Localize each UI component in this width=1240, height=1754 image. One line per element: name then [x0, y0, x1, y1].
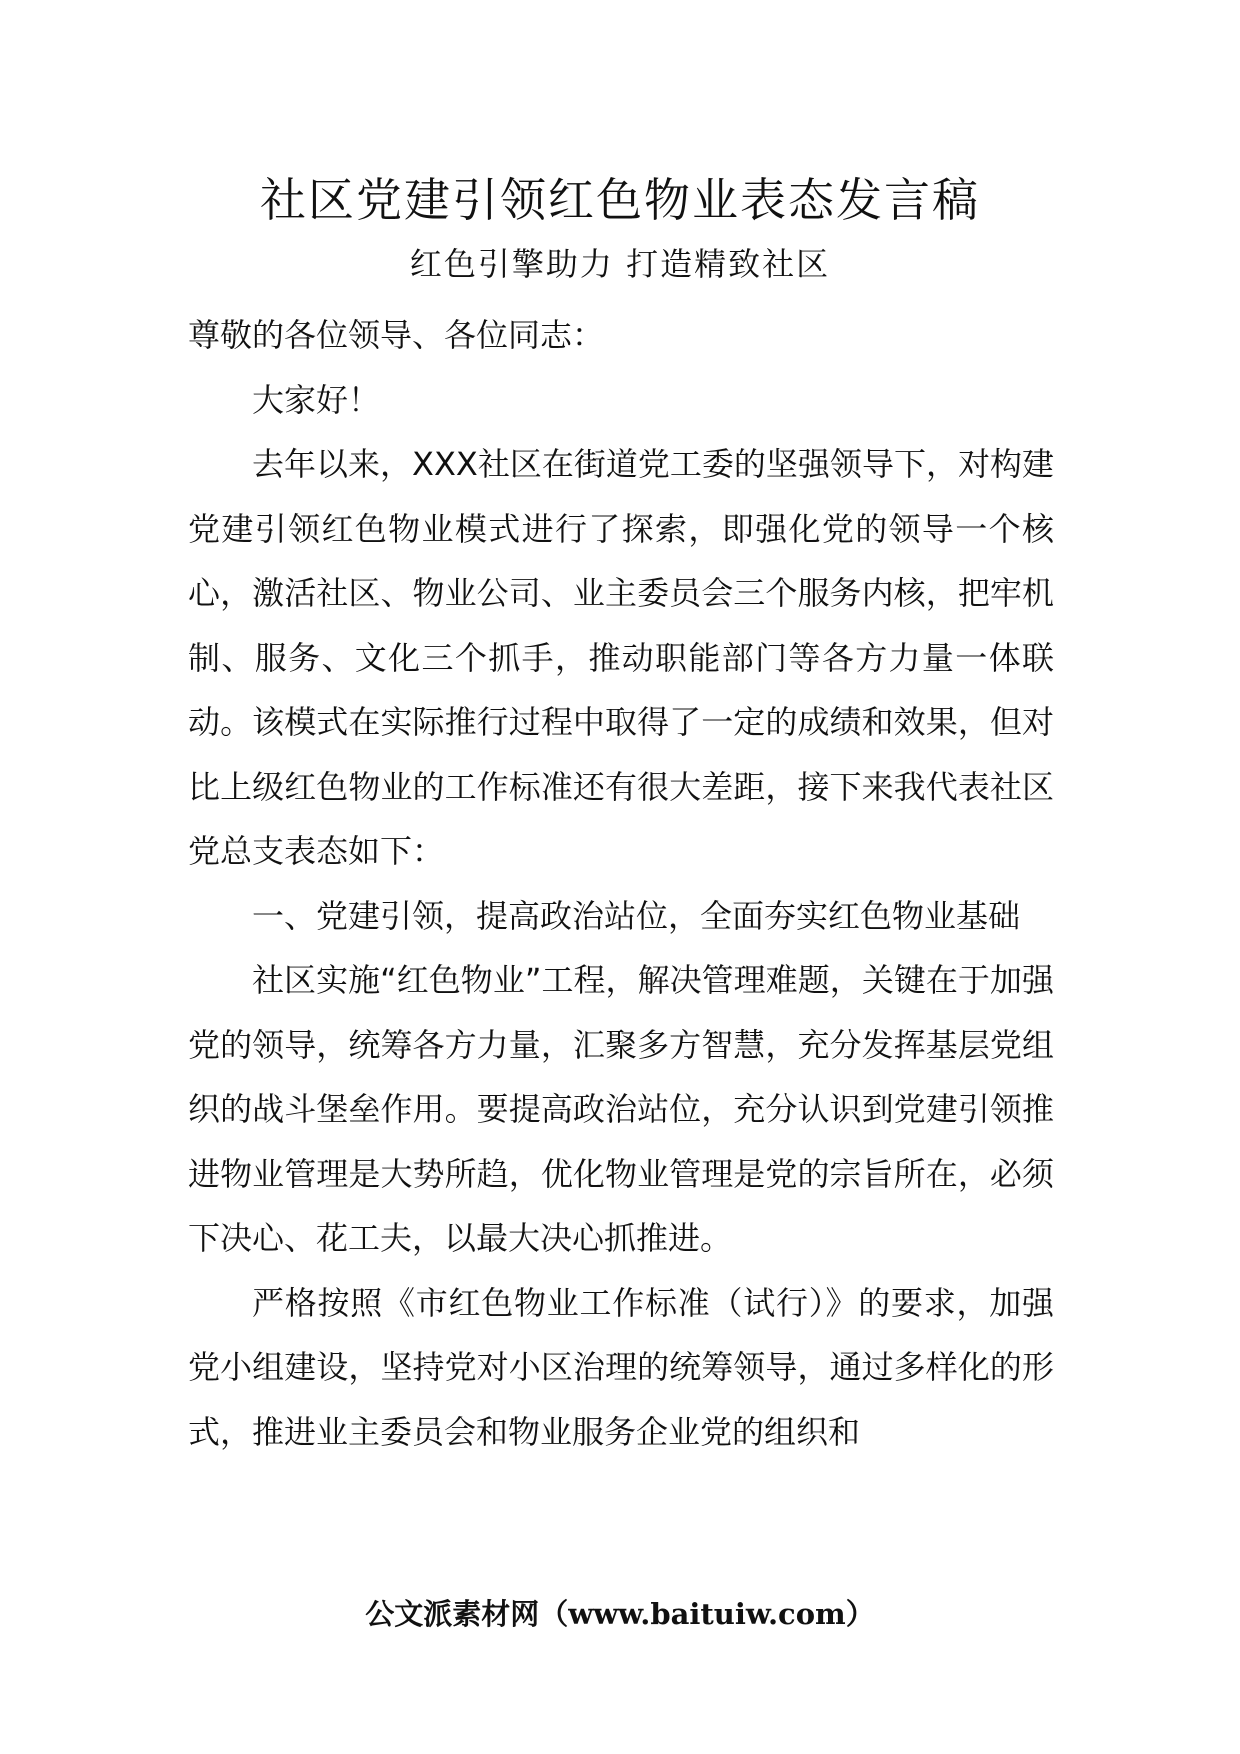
section-heading-1: 一、党建引领，提高政治站位，全面夯实红色物业基础	[252, 896, 1021, 935]
paragraph-standards: 严格按照《市红色物业工作标准（试行）》的要求，加强党小组建设，坚持党对小区治理的统筹领导，通过多样化的形式，推进业主委员会和物业服务企业党的组织和	[188, 1283, 1054, 1451]
source-watermark: 公文派素材网（www.baituiw.com）	[365, 1597, 875, 1631]
document-body	[188, 303, 1054, 1464]
paragraph-section-1: 社区实施“红色物业”工程，解决管理难题，关键在于加强党的领导，统筹各方力量，汇聚多方智慧，充分发挥基层党组织的战斗堡垒作用。要提高政治站位，充分认识到党建引领推进物业管理是大势所趋，优化物业管理是党的宗旨所在，必须下决心、花工夫，以最大决心抓推进。	[188, 961, 1054, 1257]
document-title: 社区党建引领红色物业表态发言稿	[260, 173, 980, 227]
paragraph-intro: 去年以来，XXX社区在街道党工委的坚强领导下，对构建党建引领红色物业模式进行了探索，即强化党的领导一个核心，激活社区、物业公司、业主委员会三个服务内核，把牢机制、服务、文化三个抓手，推动职能部门等各方力量一体联动。该模式在实际推行过程中取得了一定的成绩和效果，但对比上级红色物业的工作标准还有很大差距，接下来我代表社区党总支表态如下：	[188, 445, 1054, 870]
greeting: 大家好！	[252, 380, 381, 419]
document-subtitle: 红色引擎助力 打造精致社区	[409, 245, 831, 283]
salutation: 尊敬的各位领导、各位同志：	[188, 316, 605, 354]
